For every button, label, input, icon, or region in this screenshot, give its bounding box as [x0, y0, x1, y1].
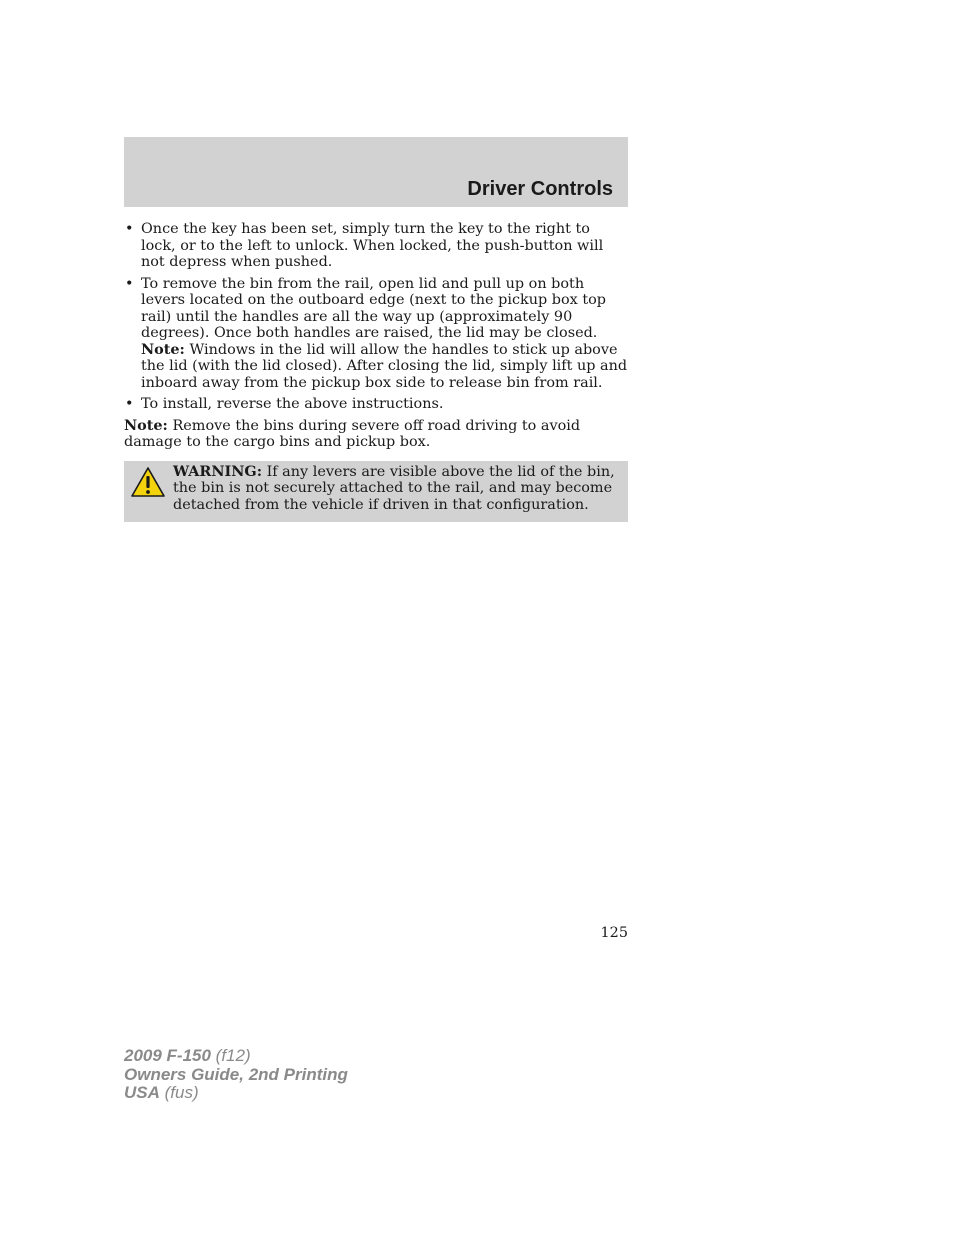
- warning-triangle-icon: [130, 466, 166, 498]
- warning-box: [124, 461, 628, 522]
- list-item-text: To remove the bin from the rail, open lid and pull up on both levers located on the outboard edge (next to the pickup box top rail) until the handles are all the way up (approximately 90 degrees). Once both handles are raised, the lid may be closed.: [141, 275, 607, 341]
- footer-region-code: (fus): [159, 1083, 199, 1102]
- list-item: [124, 276, 628, 392]
- inline-note-label: Note:: [141, 340, 185, 358]
- section-title: Driver Controls: [467, 178, 613, 200]
- list-item: [124, 396, 628, 413]
- footer-line-3: [124, 1084, 348, 1103]
- list-item-text: To install, reverse the above instructions.: [141, 396, 444, 412]
- section-header: [124, 137, 628, 207]
- warning-label: WARNING:: [173, 462, 263, 480]
- note-text: Remove the bins during severe off road driving to avoid damage to the cargo bins and pickup box.: [124, 417, 581, 450]
- instruction-list: [124, 221, 628, 413]
- main-content: [124, 221, 628, 522]
- note-label: Note:: [124, 416, 168, 434]
- footer: [124, 1047, 348, 1103]
- page-number: 125: [600, 925, 628, 941]
- warning-text: If any levers are visible above the lid of the bin, the bin is not securely attached to the rail, and may become detached from the vehicle if driven in that configuration.: [173, 463, 615, 513]
- footer-line-1: [124, 1047, 348, 1066]
- footer-model: 2009 F-150: [124, 1046, 211, 1065]
- footer-model-code: (f12): [210, 1046, 251, 1065]
- list-item: [124, 221, 628, 271]
- inline-note-text: Windows in the lid will allow the handles to stick up above the lid (with the lid closed). After closing the lid, simply lift up and inboard away from the pickup box side to release bin from rail.: [141, 341, 628, 391]
- footer-region: USA: [124, 1083, 160, 1102]
- footer-line-2: Owners Guide, 2nd Printing: [124, 1064, 348, 1084]
- note-paragraph: [124, 418, 628, 451]
- list-item-text: Once the key has been set, simply turn the key to the right to lock, or to the left to unlock. When locked, the push-button will not depress when pushed.: [141, 221, 604, 270]
